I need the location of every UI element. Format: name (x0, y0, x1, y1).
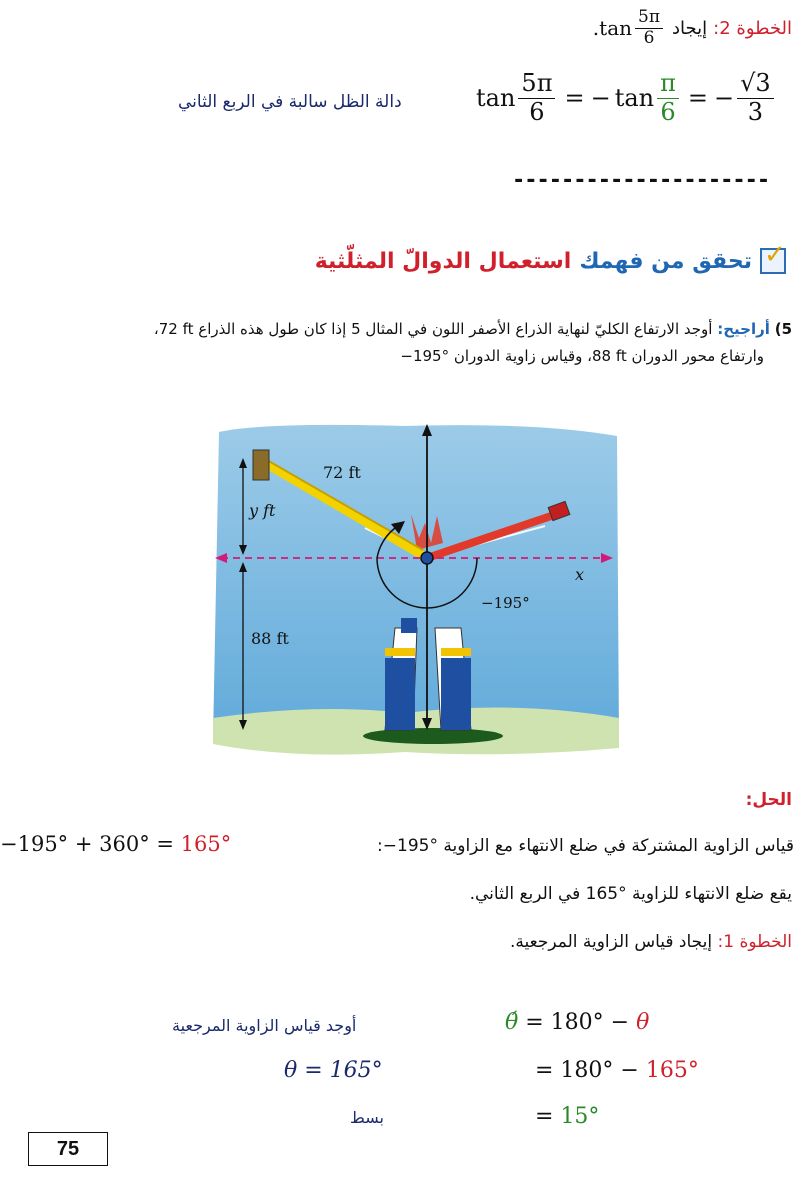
step2-text: إيجاد (672, 17, 708, 39)
tower-left-yellow (385, 648, 415, 656)
step2-fn: tan (599, 16, 632, 41)
eq-mid-fraction (657, 70, 679, 126)
problem-5 (2, 316, 792, 370)
ref-row1-math (505, 1010, 649, 1035)
ref-row1-theta: θ (636, 1010, 650, 1035)
sky-background (213, 425, 619, 751)
ref-row2-note: θ = 165° (284, 1058, 383, 1083)
eq-rhs-den: 3 (747, 97, 764, 126)
ref-row2-right: = 180° − (535, 1058, 639, 1083)
eq-mid-fn: tan (614, 84, 655, 113)
step1-header (510, 932, 792, 952)
label-angle: −195° (481, 594, 530, 612)
label-x: x (575, 565, 585, 584)
coterminal-result: 165° (180, 832, 232, 856)
coterminal-text: قياس الزاوية المشتركة في ضلع الانتهاء مع الزاوية ‎−195°‎: (377, 836, 794, 856)
checkmark-icon (760, 248, 786, 274)
eq-mid-den: 6 (660, 97, 676, 126)
step2-den: 6 (643, 27, 655, 48)
ref-row3-right: = (535, 1104, 554, 1129)
check-label-blue: تحقق من فهمك (579, 248, 752, 274)
step1-label: الخطوة 1: (717, 932, 792, 952)
step2-expression (593, 8, 666, 48)
page-number: 75 (28, 1132, 108, 1166)
problem-line-2: وارتفاع محور الدوران ‎88 ft‎، وقياس زاوية الدوران ‎−195°‎ (400, 347, 764, 365)
tower-right-yellow (441, 648, 471, 656)
step2-label: الخطوة 2: (713, 17, 792, 39)
separator-dashes: --------------------- (512, 168, 770, 193)
problem-line-1 (2, 316, 792, 343)
step2-dot: . (592, 16, 600, 41)
step2-header (593, 8, 792, 48)
label-88ft: 88 ft (251, 629, 289, 648)
eq-lhs-fn: tan (476, 84, 516, 113)
step2-num: 5π (635, 8, 663, 29)
ref-row1-theta-prime: θ́ (505, 1010, 519, 1035)
ref-row2-math (535, 1058, 699, 1083)
label-yft: y ft (249, 501, 276, 520)
tower-left-blue (385, 658, 415, 730)
tower-base-shadow (363, 728, 503, 744)
ref-row2-value: 165° (645, 1058, 699, 1083)
tower-right-blue (441, 658, 471, 730)
problem-text-1: أوجد الارتفاع الكليّ لنهاية الذراع الأصفر اللون في المثال 5 إذا كان طول هذه الذراع ‎72 ft‎، (153, 320, 713, 338)
label-72ft: 72 ft (323, 463, 361, 482)
problem-number: 5) (774, 320, 792, 338)
yellow-car (253, 450, 269, 480)
problem-tag: أراجيح: (717, 320, 770, 338)
solution-title: الحل: (745, 790, 792, 810)
eq-minus-1: − (590, 84, 611, 113)
ref-row3-math (535, 1104, 599, 1129)
solution-line-1 (0, 832, 794, 862)
eq-equals-2: = (687, 84, 708, 113)
swing-ride-figure (205, 418, 625, 763)
tower-mid-blue (401, 618, 417, 633)
eq-rhs-fraction (737, 70, 774, 126)
hub-center (421, 552, 433, 564)
eq-minus-2: − (714, 84, 735, 113)
tan-equation (476, 70, 777, 126)
step1-text: إيجاد قياس الزاوية المرجعية. (510, 932, 713, 952)
eq-lhs-fraction (518, 70, 555, 126)
eq-rhs-num: √3 (737, 70, 774, 99)
coterminal-calc (0, 832, 231, 856)
ref-row3-value: 15° (560, 1104, 600, 1129)
step2-note: دالة الظل سالبة في الربع الثاني (178, 92, 402, 112)
solution-line-2: يقع ضلع الانتهاء للزاوية ‎165°‎ في الربع الثاني. (469, 884, 792, 904)
check-heading (315, 248, 786, 274)
ref-row3-note: بسط (350, 1108, 384, 1127)
eq-equals-1: = (564, 84, 585, 113)
eq-mid-num: π (657, 70, 679, 99)
ref-row1-note: أوجد قياس الزاوية المرجعية (172, 1016, 357, 1035)
eq-lhs-num: 5π (518, 70, 555, 99)
eq-lhs-den: 6 (529, 97, 545, 126)
coterminal-calc-a: −195° + 360° = (0, 832, 174, 856)
check-label-red: استعمال الدوالّ المثلّثية (314, 248, 572, 274)
ref-row1-right: = 180° − (525, 1010, 630, 1035)
step2-fraction (635, 8, 663, 48)
